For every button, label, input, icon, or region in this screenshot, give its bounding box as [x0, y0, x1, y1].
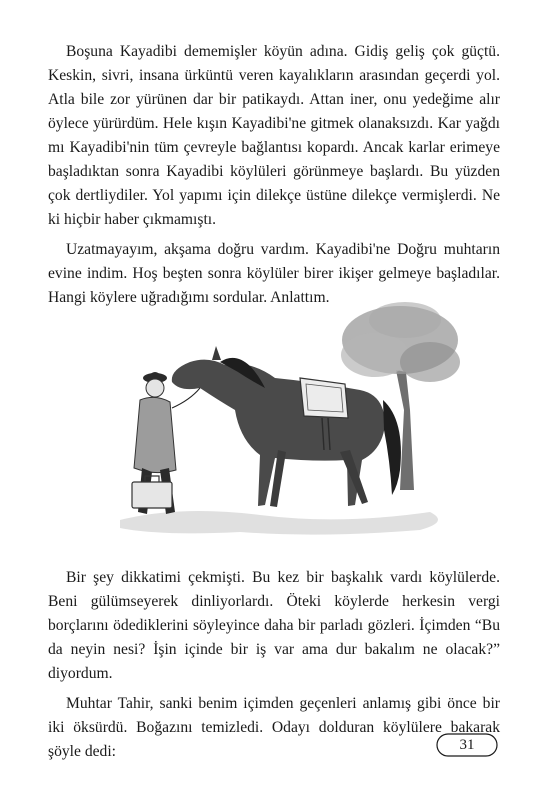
paragraph: Bir şey dikkatimi çekmişti. Bu kez bir başkalık vardı köylülerde. Beni gülümseyerek dinliyorlardı. Öteki köylerde herkesin vergi borçlarını ödediklerini söyleyince daha bir parladı gözleri. İçimden “Bu da neyin nesi? İşin içinde bir iş var ama dur bakalım ne olacak?” diyordum.	[48, 569, 500, 682]
paragraph: Muhtar Tahir, sanki benim içimden geçenleri anlamış gibi önce bir iki öksürdü. Boğazını temizledi. Odayı dolduran köylülere bakarak şöyle dedi:	[48, 695, 500, 760]
text-block-bottom	[48, 566, 500, 764]
paragraph: Boşuna Kayadibi dememişler köyün adına. Gidiş geliş çok güçtü. Keskin, sivri, insana ürküntü veren kayalıkların arasından geçerdi yol. Atla bile zor yürünen dar bir patikaydı. Attan iner, onu yedeğime alır öylece yürürdüm. Hele kışın Kayadibi'ne gitmek olanaksızdı. Kar yağdı mı Kayadibi'nin tüm çevreyle bağlantısı kopardı. Ancak karlar erimeye başladıktan sonra Kayadibi köylüleri görünmeye başlardı. Bu yüzden çok dertliydiler. Yol yapımı için dilekçe üstüne dilekçe vermişlerdi. Ne ki hiçbir haber çıkmamıştı.	[48, 43, 500, 228]
horse-drawing	[100, 300, 470, 550]
text-block-top	[48, 40, 500, 310]
page-number: 31	[459, 737, 475, 753]
page-number-badge	[436, 733, 498, 757]
paragraph: Uzatmayayım, akşama doğru vardım. Kayadibi'ne Doğru muhtarın evine indim. Hoş beşten sonra köylüler birer ikişer gelmeye başladılar. Hangi köylere uğradığımı sordular. Anlattım.	[48, 241, 500, 306]
horse-illustration	[100, 300, 470, 550]
